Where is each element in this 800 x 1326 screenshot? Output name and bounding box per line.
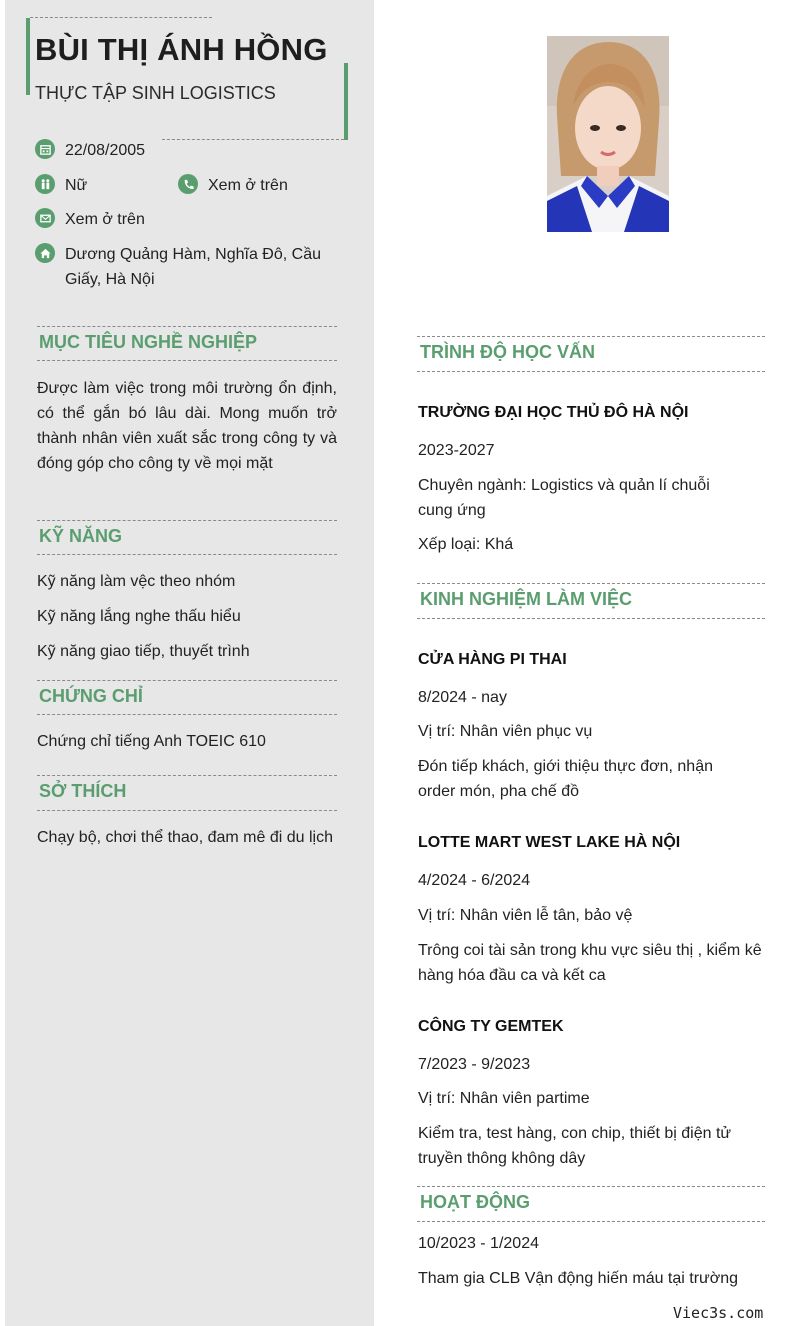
header-divider-top (30, 17, 212, 18)
home-icon (35, 243, 55, 263)
address-value: Dương Quảng Hàm, Nghĩa Đô, Cầu Giấy, Hà Nội (65, 246, 321, 288)
skill-item: Kỹ năng giao tiếp, thuyết trình (37, 643, 250, 660)
activity-description: Tham gia CLB Vận động hiến máu tại trường (418, 1270, 739, 1287)
job-company: CỬA HÀNG PI THAI (418, 651, 567, 668)
section-title-hobbies: SỞ THÍCH (39, 781, 127, 801)
section-divider (417, 583, 765, 584)
candidate-name: BÙI THỊ ÁNH HỒNG (35, 32, 328, 67)
section-divider (37, 360, 337, 361)
objective-text: Được làm việc trong môi trường ổn định, có thể gắn bó lâu dài. Mong muốn trở thành nhân viên xuất sắc trong công ty và đóng góp cho công ty về mọi mặt (37, 380, 337, 472)
job-position: Vị trí: Nhân viên lễ tân, bảo vệ (418, 907, 633, 924)
section-title-skills: KỸ NĂNG (39, 526, 123, 546)
phone-value: Xem ở trên (208, 177, 288, 194)
gender-icon (35, 174, 55, 194)
header-accent-right (344, 63, 348, 140)
section-divider (37, 554, 337, 555)
email-icon (35, 208, 55, 228)
job-company: LOTTE MART WEST LAKE HÀ NỘI (418, 834, 681, 851)
section-divider (417, 371, 765, 372)
certificate-item: Chứng chỉ tiếng Anh TOEIC 610 (37, 733, 266, 750)
section-divider (37, 810, 337, 811)
job-description: Kiểm tra, test hàng, con chip, thiết bị điện tử truyền thông không dây (418, 1125, 732, 1167)
section-divider (417, 618, 765, 619)
section-title-experience: KINH NGHIỆM LÀM VIỆC (420, 589, 633, 609)
section-divider (37, 326, 337, 327)
candidate-role: THỰC TẬP SINH LOGISTICS (35, 83, 276, 103)
job-company: CÔNG TY GEMTEK (418, 1018, 564, 1035)
section-divider (417, 1186, 765, 1187)
header-divider-bottom (162, 139, 344, 140)
job-period: 8/2024 - nay (418, 689, 507, 706)
section-title-activities: HOẠT ĐỘNG (420, 1192, 530, 1212)
section-divider (417, 1221, 765, 1222)
job-description: Đón tiếp khách, giới thiệu thực đơn, nhận order món, pha chế đồ (418, 758, 713, 800)
section-divider (37, 520, 337, 521)
education-rank: Xếp loại: Khá (418, 536, 514, 553)
email-value: Xem ở trên (65, 211, 145, 228)
profile-photo (547, 36, 669, 232)
education-period: 2023-2027 (418, 442, 495, 459)
section-title-objective: MỤC TIÊU NGHỀ NGHIỆP (39, 332, 258, 352)
school-name: TRƯỜNG ĐẠI HỌC THỦ ĐÔ HÀ NỘI (418, 404, 689, 421)
section-title-education: TRÌNH ĐỘ HỌC VẤN (420, 342, 595, 362)
skill-item: Kỹ năng lắng nghe thấu hiểu (37, 608, 241, 625)
job-position: Vị trí: Nhân viên partime (418, 1090, 590, 1107)
site-watermark: Viec3s.com (673, 1304, 764, 1322)
job-period: 7/2023 - 9/2023 (418, 1056, 531, 1073)
gender-value: Nữ (65, 177, 88, 194)
education-major: Chuyên ngành: Logistics và quản lí chuỗi cung ứng (418, 477, 710, 519)
job-period: 4/2024 - 6/2024 (418, 872, 531, 889)
calendar-icon (35, 139, 55, 159)
job-description: Trông coi tài sản trong khu vực siêu thị , kiểm kê hàng hóa đầu ca và kết ca (418, 942, 762, 984)
job-position: Vị trí: Nhân viên phục vụ (418, 723, 593, 740)
header-accent-left (26, 18, 30, 95)
section-title-certificates: CHỨNG CHỈ (39, 686, 143, 706)
activity-period: 10/2023 - 1/2024 (418, 1235, 539, 1252)
section-divider (37, 775, 337, 776)
phone-icon (178, 174, 198, 194)
section-divider (37, 680, 337, 681)
section-divider (37, 714, 337, 715)
section-divider (417, 336, 765, 337)
birthday-value: 22/08/2005 (65, 142, 146, 159)
hobbies-text: Chạy bộ, chơi thể thao, đam mê đi du lịch (37, 829, 333, 846)
skill-item: Kỹ năng làm vệc theo nhóm (37, 573, 236, 590)
